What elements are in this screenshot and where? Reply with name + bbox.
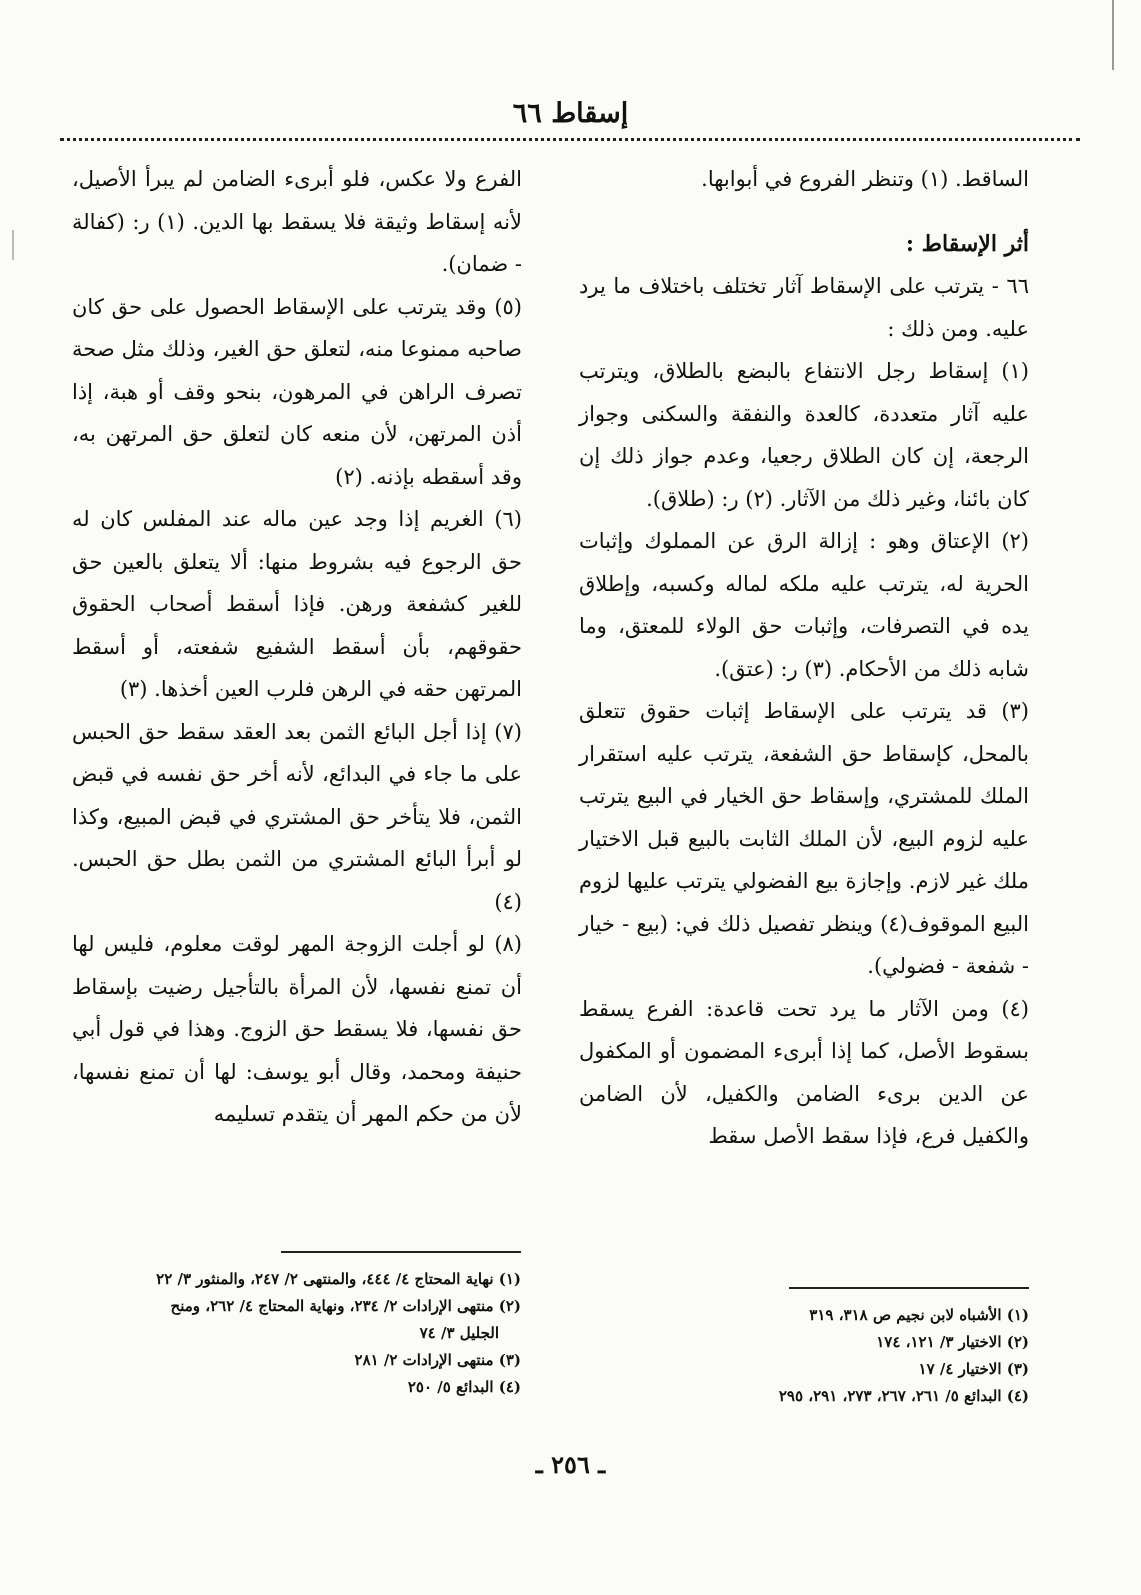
footnote: (٤) البدائع ٥/ ٢٥٠ — [407, 1378, 521, 1396]
left-column — [72, 158, 522, 1136]
scan-edge-mark — [12, 230, 14, 260]
footnote-divider — [281, 1251, 521, 1253]
scan-edge-mark — [1112, 0, 1114, 70]
paragraph: (٣) قد يترتب على الإسقاط إثبات حقوق تتعلق بالمحل، كإسقاط حق الشفعة، يترتب عليه استقرار الملك للمشتري، وإسقاط حق الخيار في البيع يترتب عليه لزوم البيع، لأن الملك الثابت بالبيع قبل الاختيار ملك غير لازم. وإجازة بيع الفضولي يترتب عليها لزوم البيع الموقوف(٤) وينظر تفصيل ذلك في: (بيع - خيار - شفعة - فضولي). — [579, 699, 1029, 978]
paragraph: (٦) الغريم إذا وجد عين ماله عند المفلس كان له حق الرجوع فيه بشروط منها: ألا يتعلق بالعين حق للغير كشفعة ورهن. فإذا أسقط أصحاب الحقوق حقوقهم، بأن أسقط الشفيع شفعته، أو أسقط المرتهن حقه في الرهن فلرب العين أخذها. (٣) — [72, 507, 522, 701]
paragraph: (٧) إذا أجل البائع الثمن بعد العقد سقط حق الحبس على ما جاء في البدائع، لأنه أخر حق نفسه في قبض الثمن، فلا يتأخر حق المشتري في قبض المبيع، وكذا لو أبرأ البائع المشتري من الثمن بطل حق الحبس. (٤) — [72, 719, 522, 914]
footnote: (١) نهاية المحتاج ٤/ ٤٤٤، والمنتهى ٢/ ٢٤٧، والمنثور ٣/ ٢٢ — [156, 1270, 521, 1288]
right-column — [579, 158, 1029, 1158]
footnote: (٤) البدائع ٥/ ٢٦١، ٢٦٧، ٢٧٣، ٢٩١، ٢٩٥ — [778, 1387, 1029, 1405]
footnote: (٢) الاختيار ٣/ ١٢١، ١٧٤ — [876, 1333, 1029, 1351]
footnote: (٣) منتهى الإرادات ٢/ ٢٨١ — [354, 1351, 521, 1369]
paragraph: (٤) ومن الآثار ما يرد تحت قاعدة: الفرع يسقط بسقوط الأصل، كما إذا أبرىء المضمون أو المكفول عن الدين برىء الضامن والكفيل، لأن الضامن والكفيل فرع، فإذا سقط الأصل سقط — [579, 996, 1029, 1148]
paragraph: الفرع ولا عكس، فلو أبرىء الضامن لم يبرأ الأصيل، لأنه إسقاط وثيقة فلا يسقط بها الدين. (١) ر: (كفالة - ضمان). — [72, 167, 522, 276]
footnotes-left — [66, 1266, 521, 1401]
paragraph: ٦٦ - يترتب على الإسقاط آثار تختلف باختلاف ما يرد عليه. ومن ذلك : — [579, 274, 1029, 341]
footnote-continuation: الجليل ٣/ ٧٤ — [419, 1324, 499, 1342]
paragraph: (٢) الإعتاق وهو : إزالة الرق عن المملوك وإثبات الحرية له، يترتب عليه ملكه لماله وكسبه، وإطلاق يده في التصرفات، وإثبات حق الولاء للمعتق، وما شابه ذلك من الأحكام. (٣) ر: (عتق). — [579, 529, 1029, 681]
paragraph: الساقط. (١) وتنظر الفروع في أبوابها. — [701, 167, 1029, 191]
paragraph: (٥) وقد يترتب على الإسقاط الحصول على حق كان صاحبه ممنوعا منه، لتعلق حق الغير، وذلك مثل صحة تصرف الراهن في المرهون، بنحو وقف أو هبة، إذا أذن المرتهن، لأن منعه كان لتعلق حق المرتهن به، وقد أسقطه بإذنه. (٢) — [72, 294, 522, 489]
footnote: (١) الأشباه لابن نجيم ص ٣١٨، ٣١٩ — [809, 1306, 1029, 1324]
footnote: (٢) منتهى الإرادات ٢/ ٢٣٤، ونهاية المحتاج ٤/ ٢٦٢، ومنح — [170, 1297, 521, 1315]
footnote-divider — [789, 1287, 1029, 1289]
paragraph: (٨) لو أجلت الزوجة المهر لوقت معلوم، فليس لها أن تمنع نفسها، لأن المرأة بالتأجيل رضيت بإسقاط حق نفسها، فلا يسقط حق الزوج. وهذا في قول أبي حنيفة ومحمد، وقال أبو يوسف: لها أن تمنع نفسها، لأن من حكم المهر أن يتقدم تسليمه — [72, 932, 522, 1126]
footnotes-right — [579, 1302, 1029, 1410]
section-heading: أثر الإسقاط : — [905, 230, 1029, 257]
header-divider — [60, 138, 1080, 141]
footnote: (٣) الاختيار ٤/ ١٧ — [918, 1360, 1029, 1378]
page-number: ـ ٢٥٦ ـ — [535, 1450, 606, 1479]
page-header: إسقاط ٦٦ — [512, 98, 629, 129]
paragraph: (١) إسقاط رجل الانتفاع بالبضع بالطلاق، ويترتب عليه آثار متعددة، كالعدة والنفقة والسكنى وجواز الرجعة، إن كان الطلاق رجعيا، وعدم جواز ذلك إن كان بائنا، وغير ذلك من الآثار. (٢) ر: (طلاق). — [579, 359, 1029, 511]
